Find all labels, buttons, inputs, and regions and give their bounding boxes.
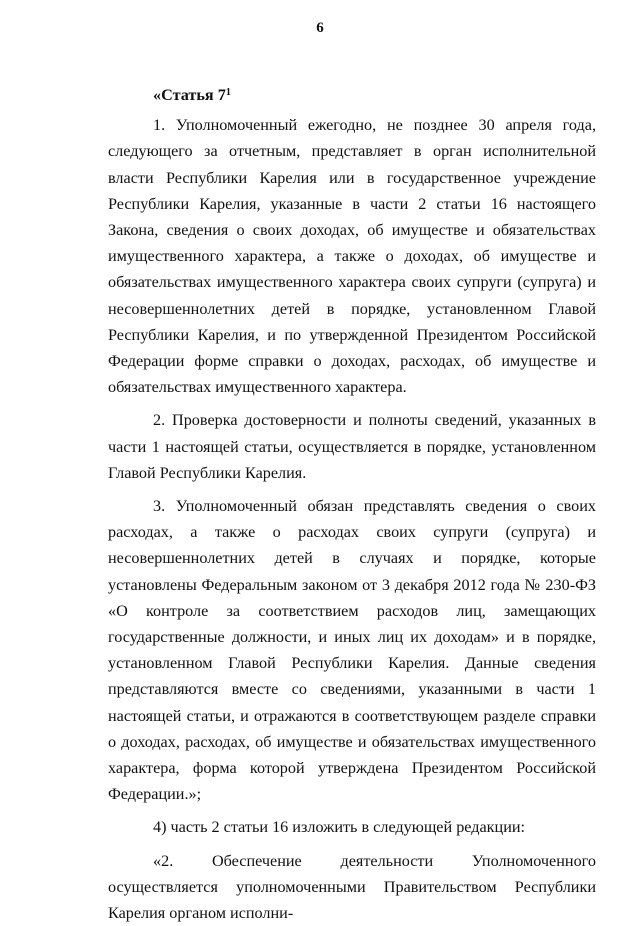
article-heading <box>153 82 596 108</box>
article-heading-text: «Статья 7 <box>153 86 226 104</box>
article-heading-superscript: 1 <box>225 87 231 98</box>
page-number: 6 <box>316 20 324 36</box>
document-body <box>108 82 596 926</box>
paragraph-new-part-2: «2. Обеспечение деятельности Уполномоченного осуществляется уполномоченными Правительством Республики Карелия органом исполни- <box>108 851 596 923</box>
paragraph-part-1: 1. Уполномоченный ежегодно, не позднее 30 апреля года, следующего за отчетным, представляет в орган исполнительной власти Республики Карелия или в государственное учреждение Республики Карелия, указанные в части 2 статьи 16 настоящего Закона, сведения о своих доходах, об имуществе и обязательствах имущественного характера, а также о доходах, об имуществе и обязательствах имущественного характера своих супруги (супруга) и несовершеннолетних детей в порядке, установленном Главой Республики Карелия, и по утвержденной Президентом Российской Федерации форме справки о доходах, расходах, об имуществе и обязательствах имущественного характера. <box>108 116 596 397</box>
paragraph-part-2: 2. Проверка достоверности и полноты сведений, указанных в части 1 настоящей статьи, осуществляется в порядке, установленном Главой Республики Карелия. <box>108 411 596 482</box>
paragraph-part-3: 3. Уполномоченный обязан представлять сведения о своих расходах, а также о расходах своих супруги (супруга) и несовершеннолетних детей в случаях и порядке, которые установлены Федеральным законом от 3 декабря 2012 года № 230-ФЗ «О контроле за соответствием расходов лиц, замещающих государственные должности, и иных лиц их доходам» и в порядке, установленном Главой Республики Карелия. Данные сведения представляются вместе со сведениями, указанными в части 1 настоящей статьи, и отражаются в соответствующем разделе справки о доходах, расходах, об имуществе и обязательствах имущественного характера, форма которой утверждена Президентом Российской Федерации.»; <box>108 497 596 804</box>
paragraph-amendment-item-4: 4) часть 2 статьи 16 изложить в следующей редакции: <box>153 818 526 837</box>
